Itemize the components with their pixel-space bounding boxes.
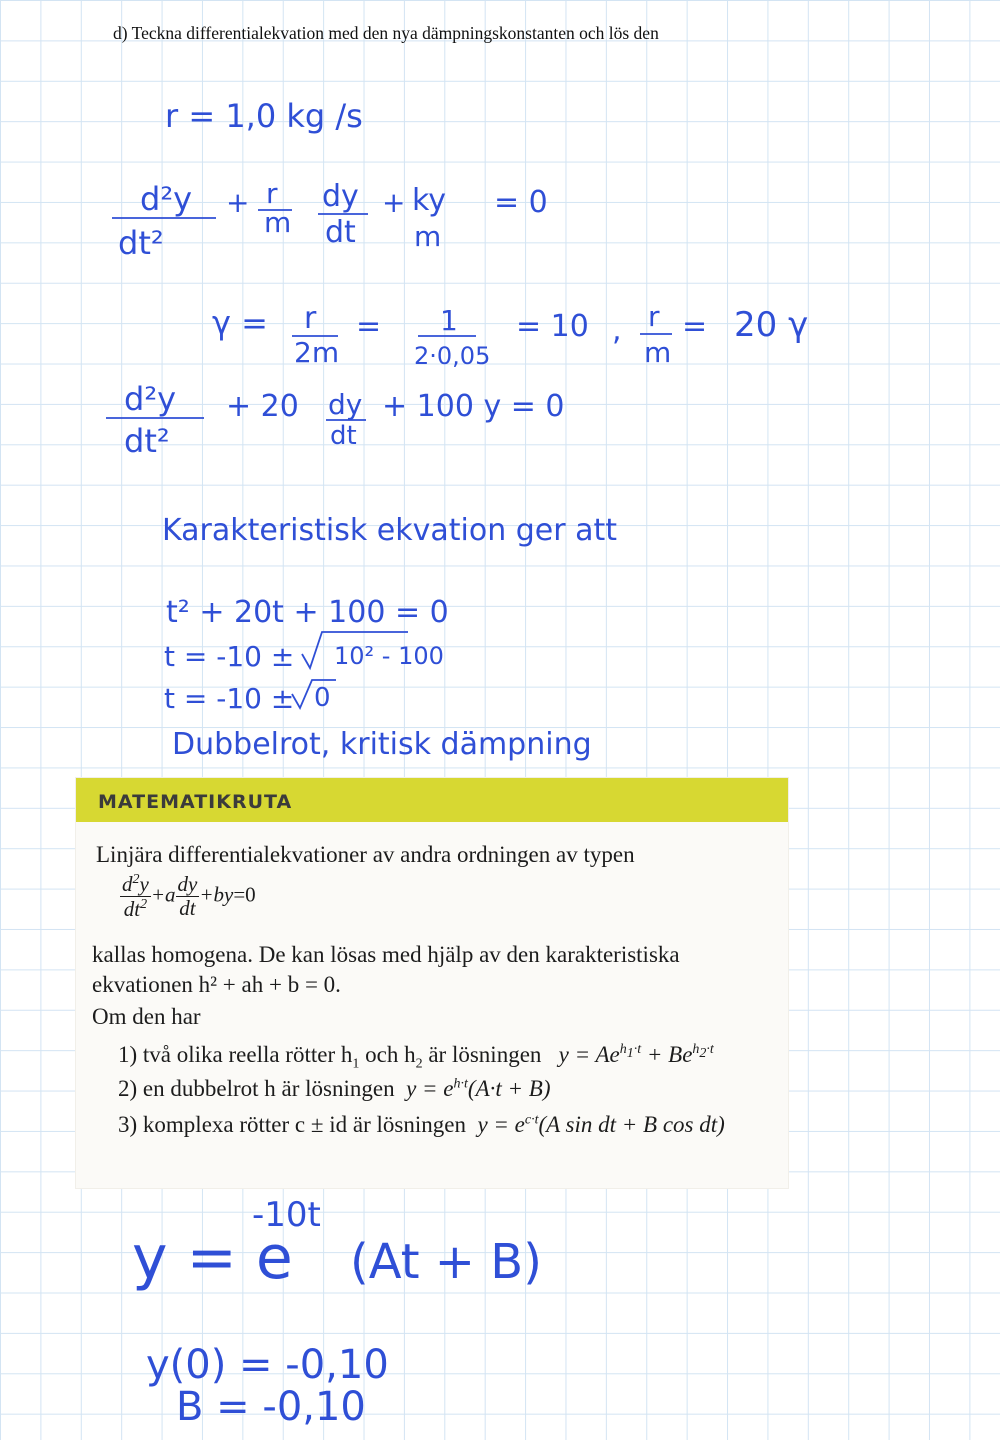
excerpt-item-1: 1) två olika reella rötter $h_1$ och $h_2$ är lösningen $y = Ae^{h_1\cdot t} + Be^{h_2\cdot t}$: [118, 1042, 714, 1072]
gamma-eq10: = 10: [516, 309, 589, 344]
gamma-m: m: [644, 336, 672, 369]
gamma-eq2: =: [682, 309, 708, 344]
eq1-ky: ky: [412, 183, 447, 218]
init-1: y(0) = -0,10: [146, 1342, 389, 1388]
equation-2: [106, 380, 565, 460]
eq1-dt: dt: [325, 215, 356, 250]
r-value: r = 1,0 kg /s: [165, 97, 363, 135]
eq1-plus: +: [226, 186, 250, 219]
excerpt-header: [76, 778, 788, 822]
root2-a: t = -10 ±: [164, 682, 295, 715]
question-text: d) Teckna differentialekvation med den nya dämpningskonstanten och lös den: [113, 23, 659, 43]
solution-paren: (At + B): [350, 1234, 542, 1290]
eq2-plus20: + 20: [226, 389, 299, 424]
eq2-dt2: dt²: [124, 422, 170, 460]
char-eq: t² + 20t + 100 = 0: [166, 595, 449, 630]
gamma-eq: =: [356, 309, 382, 344]
excerpt-line-1: Linjära differentialekvationer av andra ordningen av typen: [96, 842, 635, 867]
excerpt-item-3: 3) komplexa rötter c ± id är lösningen $y = e^{c\cdot t}(A$ sin dt + B cos dt): [118, 1112, 725, 1137]
excerpt-header-title: MATEMATIKRUTA: [98, 791, 293, 813]
eq2-rest: + 100 y = 0: [382, 389, 565, 424]
solution-exp: -10t: [252, 1195, 321, 1235]
gamma-r2: r: [648, 300, 660, 333]
solution-y: y = e: [132, 1223, 293, 1293]
excerpt-line-3: ekvationen h² + ah + b = 0.: [92, 972, 341, 997]
gamma-comma: ,: [612, 313, 622, 348]
root1-b: 10² - 100: [334, 642, 444, 670]
gamma-symbol: γ =: [212, 304, 268, 342]
init-2: B = -0,10: [176, 1384, 366, 1430]
equation-1: [112, 177, 548, 262]
root2-b: 0: [314, 683, 331, 713]
gamma-r: r: [304, 301, 317, 336]
gamma-twenty: 20 γ: [734, 305, 809, 345]
eq1-d2y: d²y: [140, 180, 193, 218]
eq1-dt2: dt²: [118, 224, 164, 262]
char-label: Karakteristisk ekvation ger att: [162, 513, 618, 548]
gamma-2m: 2m: [294, 336, 340, 369]
double-root: Dubbelrot, kritisk dämpning: [172, 727, 592, 762]
eq1-r: r: [266, 177, 278, 210]
excerpt-line-2: kallas homogena. De kan lösas med hjälp av den karakteristiska: [92, 942, 680, 967]
eq1-m: m: [264, 206, 292, 239]
root1-a: t = -10 ±: [164, 640, 295, 673]
excerpt-item-2: 2) en dubbelrot h är lösningen $y = e^{h\cdot t}(A\cdot t + B)$: [118, 1076, 551, 1101]
excerpt-line-4: Om den har: [92, 1004, 201, 1029]
gamma-one: 1: [440, 304, 458, 337]
excerpt-formula: $\frac{d^2y}{dt^2}$ +a $\frac{dy}{dt}$ +by=0: [122, 872, 256, 922]
eq2-dt: dt: [330, 421, 357, 451]
eq1-m2: m: [414, 220, 442, 253]
gamma-equation: [212, 300, 808, 370]
gamma-den: 2·0,05: [414, 342, 491, 370]
eq1-eq0: = 0: [494, 185, 548, 220]
eq2-d2y: d²y: [124, 380, 177, 418]
textbook-excerpt: [76, 778, 788, 1188]
eq1-dy: dy: [322, 179, 359, 214]
eq2-dy: dy: [328, 388, 363, 421]
eq1-plus2: +: [382, 186, 406, 219]
